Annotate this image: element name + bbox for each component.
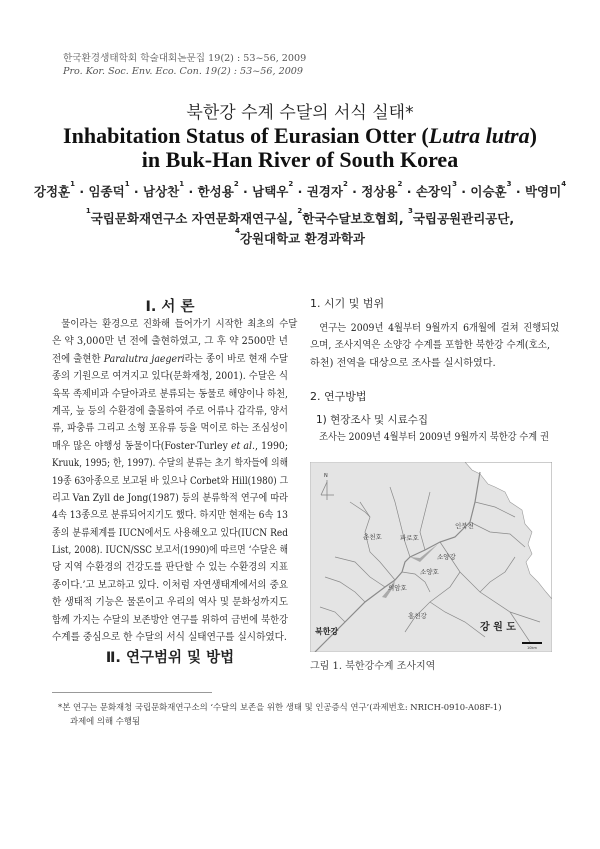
affiliation-name: 강원대학교 환경과학과 [239, 231, 365, 246]
fieldwork-text [310, 429, 550, 446]
author-separator: · [456, 184, 471, 199]
text-segment: 종의 분류체계를 IUCN에서도 사용해오고 있다(IUCN Red [52, 527, 288, 539]
text-line [52, 333, 288, 350]
text-line [310, 429, 559, 446]
study-area-map [310, 462, 552, 652]
map-label-hongcheongang: 홍천강 [408, 612, 427, 620]
affiliation-number: 2 [397, 180, 403, 188]
text-line [52, 473, 288, 490]
text-segment: 종의 기원으로 여겨지고 있다(문화재청, 2001). 수달은 식 [52, 371, 288, 383]
text-segment: 연구는 2009년 4월부터 9월까지 6개월에 걸쳐 진행되었 [319, 323, 560, 334]
text-line [52, 559, 288, 576]
author-name: 강정훈 [33, 184, 71, 199]
map-label-paroho: 파로호 [400, 534, 419, 542]
journal-citation-english: Pro. Kor. Soc. Env. Eco. Con. 19(2) : 53~56, 2009 [63, 66, 304, 77]
text-segment: 하천) 전역을 대상으로 조사를 실시하였다. [310, 357, 496, 369]
scale-label: 10km [527, 646, 537, 650]
text-segment: Kruuk, 1995; 한, 1997). 수달의 분류는 초기 학자들에 의해 [52, 458, 288, 470]
text-segment: 수계를 중심으로 한 수달의 서식 실태연구를 실시하였다. [52, 632, 287, 644]
affiliation-number: 1 [85, 207, 91, 215]
introduction-text [52, 316, 298, 646]
text-segment: 물이라는 환경으로 진화해 들어가기 시작한 최초의 수달 [61, 319, 298, 330]
author-separator: · [75, 184, 89, 199]
affiliations-line1 [0, 209, 600, 227]
map-label-uiamho: 의암호 [388, 584, 407, 592]
text-line [52, 629, 288, 646]
affiliation-number: 4 [235, 227, 240, 235]
author-separator: · [238, 184, 253, 199]
author-name: 남택우 [252, 184, 289, 199]
affiliation-number: 1 [124, 180, 130, 188]
italic-term: Paralutra jaegeri [103, 353, 185, 365]
text-segment: ., 1990; [251, 440, 289, 452]
text-segment: 4속 13종으로 분류되어지기도 했다. 하지만 현재는 6속 13 [52, 510, 288, 522]
text-segment: 매우 많은 야행성 동물이다(Foster-Turley [52, 440, 231, 452]
map-label-gangwondo: 강 원 도 [480, 622, 516, 633]
author-name: 박영미 [524, 184, 562, 199]
affiliation-number: 2 [342, 180, 348, 188]
map-label-soyanggang: 소양강 [437, 553, 456, 561]
section-heading-introduction: Ⅰ. 서 론 [145, 299, 195, 315]
text-line [310, 355, 550, 372]
affiliation-number: 1 [70, 180, 76, 188]
affiliation-number: 3 [407, 207, 413, 215]
title-text: Inhabitation Status of Eurasian Otter ( [63, 123, 429, 148]
species-name: Lutra lutra [428, 123, 530, 148]
author-name: 임종덕 [88, 184, 125, 199]
journal-citation-korean: 한국환경생태학회 학술대회논문집 19(2) : 53~56, 2009 [63, 53, 307, 64]
affiliations-line2 [0, 229, 600, 247]
author-separator: · [129, 184, 144, 199]
text-line [310, 320, 559, 337]
affiliation-number: 1 [179, 180, 185, 188]
author-separator: · [347, 184, 362, 199]
text-segment: 당 지역 수환경의 건강도를 판단할 수 있는 수환경의 지표 [52, 562, 288, 574]
text-line [52, 455, 288, 472]
affiliation-number: 3 [506, 180, 512, 188]
text-line [52, 594, 288, 611]
author-name: 권경자 [306, 184, 343, 199]
title-english-line1 [0, 124, 600, 148]
footnote-divider [52, 692, 212, 693]
affiliation-number: 2 [288, 180, 294, 188]
author-separator: · [511, 184, 525, 199]
text-segment: 함께 가지는 수달의 보존방안 연구를 위하여 금번에 북한강 [52, 614, 288, 626]
text-line [52, 490, 288, 507]
north-label: N [324, 473, 328, 479]
affiliation-number: 4 [561, 180, 567, 188]
text-segment: 은 약 3,000만 년 전에 출현하였고, 그 후 약 2500만 년 [52, 336, 288, 348]
text-segment: 한 생태적 기능은 물론이고 우리의 역사 및 문화성까지도 [52, 597, 288, 609]
author-name: 손장익 [415, 184, 453, 199]
title-english-line2: in Buk-Han River of South Korea [141, 147, 459, 172]
text-line [52, 507, 288, 524]
text-segment: 계곡, 늪 등의 수환경에 출몰하여 주로 어류나 갑각류, 양서 [52, 405, 288, 417]
text-segment: List, 2008). IUCN/SSC 보고서(1990)에 따르면 ‘수달은 해 [52, 545, 288, 557]
text-segment: 라는 종이 바로 현재 수달 [184, 353, 288, 365]
text-segment: 종이다.’고 보고하고 있다. 이처럼 자연생태계에서의 중요 [52, 579, 288, 591]
subsection-heading-period: 1. 시기 및 범위 [310, 297, 385, 310]
subsubsection-heading-fieldwork: 1) 현장조사 및 시료수집 [316, 414, 429, 426]
text-line [52, 386, 288, 403]
affiliation-number: 3 [452, 180, 457, 188]
text-line [52, 368, 288, 385]
text-line [52, 403, 288, 420]
author-name: 한성용 [197, 184, 234, 199]
text-line [52, 612, 288, 629]
text-segment: 19종 63아종으로 보고된 바 있으나 Corbet와 Hill(1980) 그 [52, 475, 288, 487]
text-line [52, 542, 288, 559]
text-segment: 으며, 조사지역은 소양강 수계를 포함한 북한강 수계(호소, [310, 340, 550, 352]
text-segment: 류, 파충류 그리고 소형 포유류 등을 먹이로 하는 조심성이 [52, 423, 288, 435]
map-label-bukhangang: 북한강 [315, 627, 339, 636]
author-separator: · [402, 184, 416, 199]
author-separator: · [293, 184, 307, 199]
text-segment: 육목 족제비과 수달아과로 분류되는 동물로 해양이나 하천, [52, 388, 288, 400]
map-label-chuncheonho: 춘천호 [363, 533, 382, 541]
affiliation-name: 국립문화재연구소 자연문화재연구실, [90, 211, 298, 226]
text-segment: 리고 Van Zyll de Jong(1987) 등의 분류학적 연구에 따라 [52, 492, 288, 504]
affiliation-number: 2 [297, 207, 303, 215]
text-line [52, 438, 288, 455]
text-line [52, 351, 288, 368]
italic-term: et al [230, 440, 252, 452]
title-korean: 북한강 수계 수달의 서식 실태* [186, 103, 414, 123]
figure-caption: 그림 1. 북한강수계 조사지역 [310, 661, 436, 672]
text-segment: 조사는 2009년 4월부터 2009년 9월까지 북한강 수계 권 [319, 432, 549, 443]
author-name: 남상찬 [143, 184, 180, 199]
section-heading-methods: Ⅱ. 연구범위 및 방법 [105, 650, 235, 666]
text-line [310, 337, 550, 354]
text-line [52, 577, 288, 594]
affiliation-name: 한국수달보호협회, [302, 211, 408, 226]
affiliation-number: 2 [233, 180, 239, 188]
author-name: 이승훈 [470, 184, 507, 199]
author-list [0, 182, 600, 200]
text-line [52, 316, 297, 333]
footnote-line2: 과제에 의해 수행됨 [70, 716, 141, 726]
map-label-soyangho: 소양호 [420, 568, 439, 576]
author-separator: · [184, 184, 198, 199]
text-line [52, 525, 288, 542]
footnote-line1: *본 연구는 문화재청 국립문화재연구소의 ‘수달의 보존을 위한 생태 및 인공증식 연구’(과제번호: NRICH-0910-A08F-1) [58, 702, 502, 712]
text-segment: 전에 출현한 [52, 353, 104, 365]
text-line [52, 420, 288, 437]
author-name: 정상용 [361, 184, 398, 199]
affiliation-name: 국립공원관리공단, [412, 211, 515, 226]
title-text: ) [529, 123, 537, 148]
subsection-heading-method: 2. 연구방법 [310, 390, 367, 403]
period-text [310, 320, 560, 372]
map-label-inbukcheon: 인북천 [455, 522, 474, 530]
